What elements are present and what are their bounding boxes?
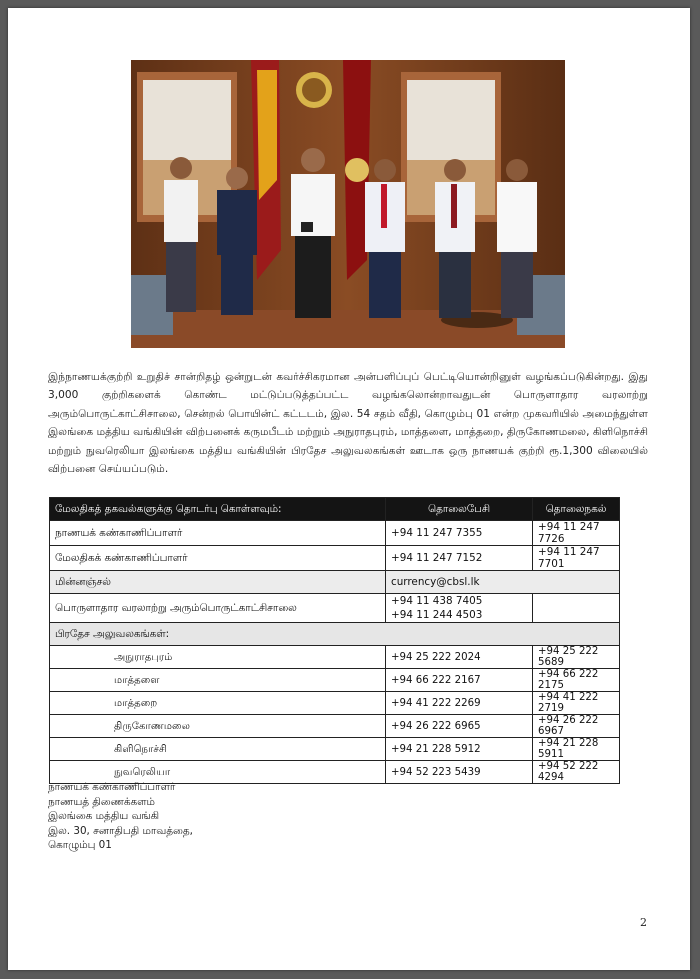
regional-phone: +94 25 222 2024	[386, 646, 533, 669]
email-address: currency@cbsl.lk	[386, 571, 620, 594]
address-line: கொழும்பு 01	[48, 839, 112, 852]
museum-fax	[533, 594, 620, 623]
address-line: இல. 30, சனாதிபதி மாவத்தை,	[48, 824, 193, 837]
row-fax: +94 11 247 7701	[533, 546, 620, 571]
table-row	[50, 692, 620, 715]
body-paragraph: இந்நாணயக்குற்றி உறுதிச் சான்றிதழ் ஒன்றுடன் கவர்ச்சிகரமான அன்பளிப்புப் பெட்டியொன்றினுள் வழங்கப்படுகின்றது. இது 3,000 குற்றிகளைக் கொண்ட மட்டுப்படுத்தப்பட்ட வழங்கலொன்றாவதுடன் பொருளாதார வரலாற்று அரும்பொருட்காட்சிசாலை, சென்றல் பொயின்ட் கட்டடம், இல. 54 சதம் வீதி, கொழும்பு 01 என்ற முகவரியில் அமைந்துள்ள இலங்கை மத்திய வங்கியின் விற்பனைக் கருமபீடம் மற்றும் அநுராதபுரம், மாத்தளை, மாத்தறை, திருகோணமலை, கிளிநொச்சி மற்றும் நுவரெலியா இலங்கை மத்திய வங்கியின் பிரதேச அலுவலகங்கள் ஊடாக ஒரு நாணயக் குற்றி ரூ.1,300 விலையில் விற்பனை செய்யப்படும்.	[48, 371, 648, 476]
regional-phone: +94 26 222 6965	[386, 715, 533, 738]
page-number: 2	[640, 916, 647, 929]
regional-fax: +94 26 222 6967	[533, 715, 620, 738]
email-label: மின்னஞ்சல்	[50, 571, 386, 594]
regional-name: கிளிநொச்சி	[50, 738, 386, 761]
museum-phone-1: +94 11 438 7405	[391, 595, 483, 607]
table-header-row	[50, 498, 620, 521]
regional-name: மாத்தளை	[50, 669, 386, 692]
regional-phone: +94 41 222 2269	[386, 692, 533, 715]
regional-fax: +94 66 222 2175	[533, 669, 620, 692]
ceremony-photo	[131, 60, 565, 348]
regional-fax: +94 52 222 4294	[533, 761, 620, 784]
table-row	[50, 546, 620, 571]
row-phone: +94 11 247 7355	[386, 521, 533, 546]
regional-header-row	[50, 623, 620, 646]
ceremony-photo-illustration	[131, 60, 565, 348]
header-phone: தொலைபேசி	[386, 498, 533, 521]
document-page	[8, 8, 690, 970]
museum-phones	[386, 594, 533, 623]
regional-label: பிரதேச அலுவலகங்கள்:	[50, 623, 620, 646]
regional-phone: +94 66 222 2167	[386, 669, 533, 692]
row-phone: +94 11 247 7152	[386, 546, 533, 571]
museum-name: பொருளாதார வரலாற்று அரும்பொருட்காட்சிசாலை	[50, 594, 386, 623]
regional-name: மாத்தறை	[50, 692, 386, 715]
address-line: நாணயத் திணைக்களம்	[48, 795, 155, 808]
row-fax: +94 11 247 7726	[533, 521, 620, 546]
regional-phone: +94 52 223 5439	[386, 761, 533, 784]
table-row	[50, 521, 620, 546]
museum-row	[50, 594, 620, 623]
table-row	[50, 738, 620, 761]
header-contact: மேலதிகத் தகவல்களுக்கு தொடர்பு கொள்ளவும்:	[50, 498, 386, 521]
row-name: நாணயக் கண்காணிப்பாளர்	[50, 521, 386, 546]
regional-name: திருகோணமலை	[50, 715, 386, 738]
email-row	[50, 571, 620, 594]
table-row	[50, 669, 620, 692]
regional-fax: +94 21 228 5911	[533, 738, 620, 761]
regional-phone: +94 21 228 5912	[386, 738, 533, 761]
address-line: நாணயக் கண்காணிப்பாளர்	[48, 781, 176, 793]
address-line: இலங்கை மத்திய வங்கி	[48, 810, 160, 823]
table-row	[50, 646, 620, 669]
regional-name: நுவரெலியா	[50, 761, 386, 784]
regional-fax: +94 41 222 2719	[533, 692, 620, 715]
regional-fax: +94 25 222 5689	[533, 646, 620, 669]
table-row	[50, 715, 620, 738]
header-fax: தொலைநகல்	[533, 498, 620, 521]
row-name: மேலதிகக் கண்காணிப்பாளர்	[50, 546, 386, 571]
museum-phone-2: +94 11 244 4503	[391, 609, 483, 621]
postal-address	[48, 780, 193, 853]
contact-table	[49, 497, 620, 784]
regional-name: அநுராதபுரம்	[50, 646, 386, 669]
